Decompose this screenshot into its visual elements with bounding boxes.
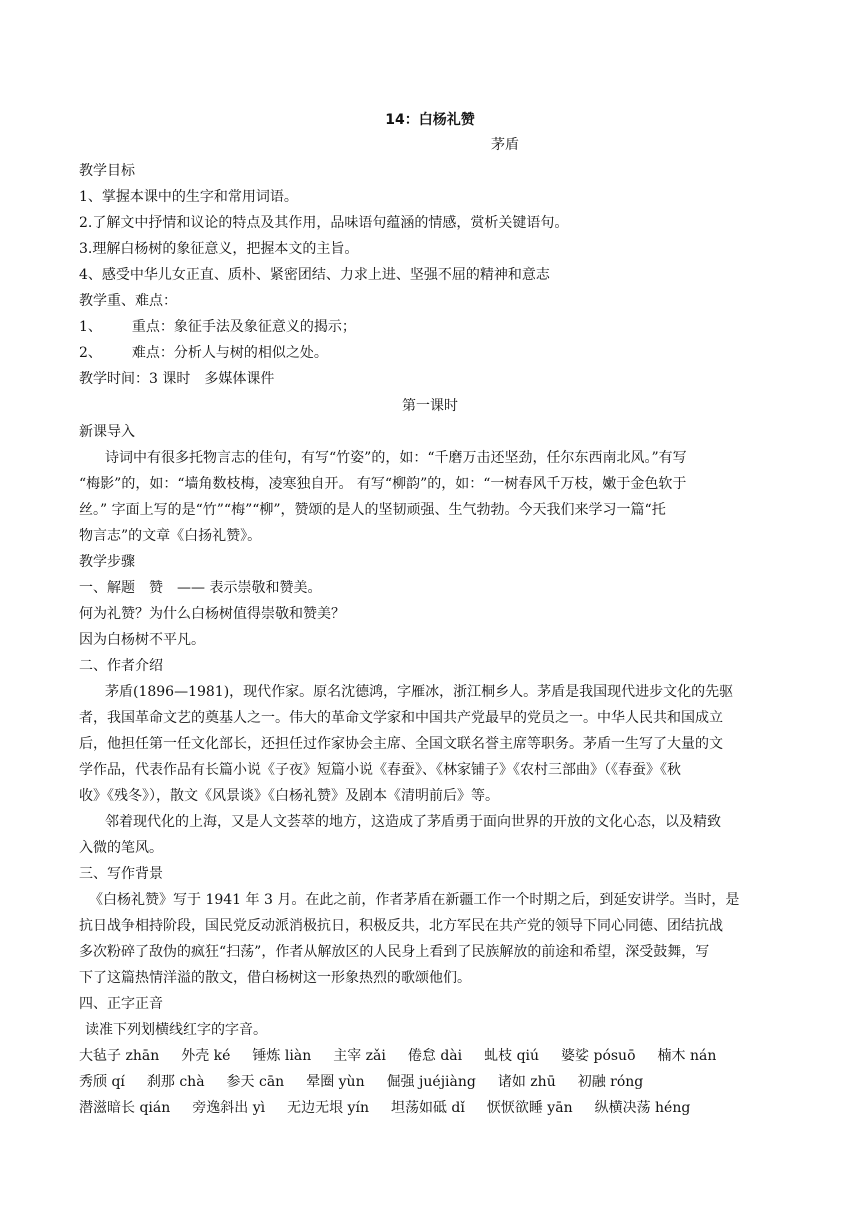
objective-item: 3.理解白杨树的象征意义，把握本文的主旨。 [79,241,359,257]
author-bio-line: 收》《残冬》），散文《风景谈》《白杨礼赞》及剧本《清明前后》等。 [79,788,499,804]
author-bio-line: 茅盾(1896—1981)，现代作家。原名沈德鸿，字雁冰，浙江桐乡人。茅盾是我国现代进步文化的先驱 [105,684,734,700]
objectives-heading: 教学目标 [79,163,135,179]
author-bio-line: 入微的笔风。 [79,840,163,856]
author-bio-line: 学作品，代表作品有长篇小说《子夜》短篇小说《春蚕》、《林家铺子》《农村三部曲》（《春蚕》《秋 [79,762,681,778]
vocab-item: 大毡子 zhān [79,1048,160,1064]
background-line: 抗日战争相持阶段，国民党反动派消极抗日，积极反共，北方军民在共产党的领导下同心同德、团结抗战 [79,918,723,934]
vocab-row [79,1046,716,1066]
key-point-number: 1、 [79,319,102,335]
key-point-number: 2、 [79,345,102,361]
objective-item: 1、掌握本课中的生字和常用词语。 [79,189,298,205]
vocab-item: 潜滋暗长 qián [79,1100,171,1116]
intro-paragraph-line: 物言志”的文章《白扬礼赞》。 [79,528,262,544]
intro-paragraph-line: 丝。” 字面上写的是“竹”“梅”“柳”，赞颂的是人的坚韧顽强、生气勃勃。今天我们来学习一篇“托 [79,502,666,518]
step1-title: 一、解题 赞 —— 表示崇敬和赞美。 [79,580,322,596]
vocab-item: 初融 róng [577,1074,644,1090]
vocab-item: 主宰 zǎi [333,1048,386,1064]
vocab-item: 诸如 zhū [497,1074,556,1090]
step1-line: 何为礼赞？为什么白杨树值得崇敬和赞美？ [79,606,345,622]
key-point-text: 难点：分析人与树的相似之处。 [131,345,328,361]
vocab-item: 婆娑 pósuō [561,1048,636,1064]
step4-instruction: 读准下列划横线红字的字音。 [85,1022,267,1038]
key-point-item [79,343,328,363]
vocab-row [79,1072,643,1092]
objective-item: 4、感受中华儿女正直、质朴、紧密团结、力求上进、坚强不屈的精神和意志 [79,267,550,283]
step4-title: 四、正字正音 [79,996,163,1012]
key-points-heading: 教学重、难点： [79,293,177,309]
intro-heading: 新课导入 [79,424,135,440]
step2-title: 二、作者介绍 [79,658,163,674]
section-first-lesson: 第一课时 [402,398,458,414]
vocab-item: 倦怠 dài [407,1048,463,1064]
vocab-row [79,1098,690,1118]
vocab-item: 倔强 juéjiàng [386,1074,476,1090]
intro-paragraph-line: 诗词中有很多托物言志的佳句，有写“竹姿”的，如：“千磨万击还坚劲，任尔东西南北风。”有写 [105,450,687,466]
author-bio-line: 邻着现代化的上海，又是人文荟萃的地方，这造成了茅盾勇于面向世界的开放的文化心态，以及精致 [105,814,721,830]
vocab-item: 虬枝 qiú [484,1048,540,1064]
vocab-item: 恹恹欲睡 yān [486,1100,573,1116]
background-line: 多次粉碎了敌伪的疯狂“扫荡”，作者从解放区的人民身上看到了民族解放的前途和希望，深受鼓舞，写 [79,944,710,960]
author-bio-line: 者，我国革命文艺的奠基人之一。伟大的革命文学家和中国共产党最早的党员之一。中华人民共和国成立 [79,710,723,726]
objective-item: 2.了解文中抒情和议论的特点及其作用，品味语句蕴涵的情感，赏析关键语句。 [79,215,569,231]
vocab-item: 坦荡如砥 dǐ [390,1100,465,1116]
teaching-time: 教学时间：3 课时 多媒体课件 [79,371,275,387]
author-bio-line: 后，他担任第一任文化部长，还担任过作家协会主席、全国文联名誉主席等职务。茅盾一生写了大量的文 [79,736,723,752]
vocab-item: 纵横决荡 héng [594,1100,691,1116]
vocab-item: 无边无垠 yín [287,1100,369,1116]
background-line: 《白杨礼赞》写于 1941 年 3 月。在此之前，作者茅盾在新疆工作一个时期之后，到延安讲学。当时，是 [89,892,740,908]
author-name: 茅盾 [491,137,519,153]
step3-title: 三、写作背景 [79,866,163,882]
vocab-item: 秀颀 qí [79,1074,125,1090]
vocab-item: 刹那 chà [146,1074,205,1090]
step1-line: 因为白杨树不平凡。 [79,632,205,648]
key-point-item [79,317,356,337]
vocab-item: 旁逸斜出 yì [192,1100,266,1116]
vocab-item: 外壳 ké [181,1048,231,1064]
vocab-item: 参天 cān [226,1074,285,1090]
vocab-item: 晕圈 yùn [306,1074,365,1090]
background-line: 下了这篇热情洋溢的散文，借白杨树这一形象热烈的歌颂他们。 [79,970,471,986]
key-point-text: 重点：象征手法及象征意义的揭示； [131,319,356,335]
lesson-title: 14：白杨礼赞 [385,112,475,128]
steps-heading: 教学步骤 [79,554,135,570]
intro-paragraph-line: “梅影”的，如：“墙角数枝梅，凌寒独自开。 有写“柳韵”的，如：“一树春风千万枝，嫩于金色软于 [79,476,687,492]
vocab-item: 锤炼 liàn [252,1048,312,1064]
vocab-item: 楠木 nán [657,1048,717,1064]
